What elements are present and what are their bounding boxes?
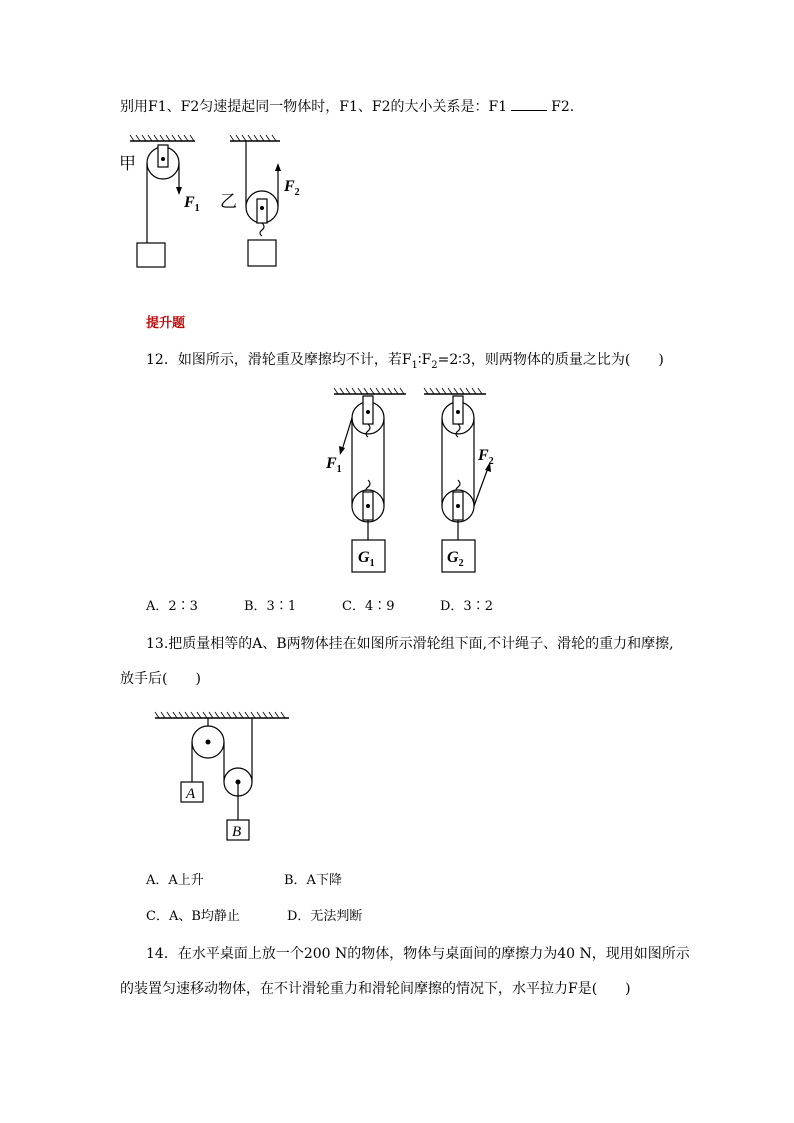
answer-blank [511, 96, 547, 111]
block-jia [137, 243, 165, 267]
q12-ratio-colon: ∶ [417, 352, 422, 368]
q12-fig-f2-sub: 2 [488, 456, 494, 467]
q12-option-a[interactable]: A．2∶3 [146, 599, 198, 614]
q12-option-d[interactable]: D．3∶2 [440, 599, 493, 614]
q13-option-b[interactable]: B．A下降 [284, 873, 342, 888]
block-a-label: A [186, 786, 196, 802]
q12-stem [146, 350, 664, 376]
q13-option-c[interactable]: C．A、B均静止 [146, 909, 240, 924]
force1-sub: 1 [194, 203, 200, 214]
q11-text [120, 96, 574, 117]
q12-option-b[interactable]: B．3∶1 [244, 599, 297, 614]
q12-text-pre: 12．如图所示，滑轮重及摩擦均不计，若 [146, 352, 402, 368]
g1-letter: G [358, 549, 370, 566]
block-b-label: B [232, 824, 242, 840]
fig-label-yi: 乙 [220, 192, 237, 212]
q13-option-a[interactable]: A．A上升 [146, 873, 204, 888]
q13-pulley-figure [155, 710, 295, 845]
force-arrow-f2-q12 [474, 468, 488, 506]
force-arrow-f1-q12 [342, 418, 352, 450]
g2-letter: G [447, 549, 459, 566]
q12-fig-f1-letter: F [326, 455, 337, 472]
svg-text:F2 [477, 447, 494, 467]
q13-line1: 13.把质量相等的A、B两物体挂在如图所示滑轮组下面,不计绳子、滑轮的重力和摩擦, [146, 636, 674, 652]
svg-text:F2 [283, 178, 300, 198]
svg-text:F1 [183, 194, 200, 214]
g2-sub: 2 [458, 558, 464, 569]
section-title: 提升题 [146, 316, 186, 331]
force2-letter: F [284, 178, 295, 195]
g1-sub: 1 [369, 558, 375, 569]
q14-line2: 的装置匀速移动物体，在不计滑轮重力和滑轮间摩擦的情况下，水平拉力F是( ) [120, 981, 631, 997]
movable-pulley-setup [220, 135, 300, 266]
q12-pulley-figure [320, 388, 510, 578]
q13-option-d[interactable]: D．无法判断 [287, 909, 363, 924]
force2-sub: 2 [294, 187, 300, 198]
q12-ratio-f1-letter: F [401, 352, 412, 368]
q12-ratio-f2-letter: F [421, 352, 432, 368]
block-yi [248, 240, 276, 266]
q13-line2: 放手后( ) [120, 671, 201, 687]
q14-line1: 14．在水平桌面上放一个200 N的物体，物体与桌面间的摩擦力为40 N，现用如图所示 [146, 946, 690, 962]
q11-text-part1: 别用F1、F2匀速提起同一物体时，F1、F2的大小关系是：F1 [120, 99, 508, 115]
q12-option-c[interactable]: C．4∶9 [342, 599, 395, 614]
q12-text-post: =2∶3，则两物体的质量之比为( ) [437, 352, 664, 368]
svg-text:F1 [325, 455, 342, 475]
fixed-pulley-setup [119, 135, 200, 267]
q12-fig-f2-letter: F [478, 447, 489, 464]
fig-label-jia: 甲 [119, 154, 136, 174]
force1-letter: F [184, 194, 195, 211]
q11-pulley-figure [115, 135, 315, 270]
q12-fig-f1-sub: 1 [336, 464, 342, 475]
q12-ratio-f1-sub: 1 [411, 359, 418, 371]
q11-text-part2: F2. [551, 99, 575, 115]
q12-ratio-f2-sub: 2 [431, 359, 438, 371]
